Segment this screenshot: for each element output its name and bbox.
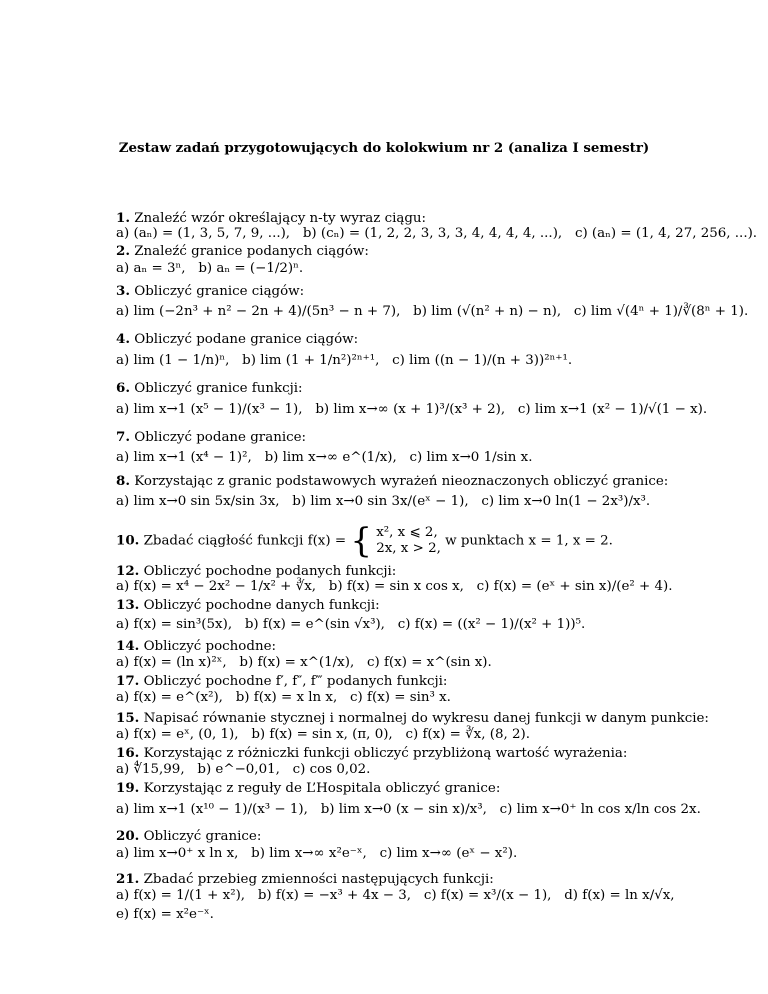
item-b: b) lim x→∞ x²e⁻ˣ, <box>251 846 367 861</box>
item-a: a) f(x) = eˣ, (0, 1), <box>116 727 239 742</box>
item-c: c) cos 0,02. <box>292 762 371 777</box>
item-c: c) f(x) = x^(sin x). <box>367 655 492 670</box>
piecewise-cases <box>376 525 441 557</box>
problem-text: Zbadać ciągłość funkcji f(x) = <box>143 533 347 549</box>
item-c: c) f(x) = sin³ x. <box>350 690 451 705</box>
problem-text: Korzystając z różniczki funkcji obliczyć przybliżoną wartość wyrażenia: <box>143 746 628 761</box>
problem-number: 2. <box>116 243 130 259</box>
problem-19-header <box>116 780 500 797</box>
item-b: b) lim x→0 (x − sin x)/x³, <box>320 802 487 817</box>
problem-3-items <box>116 304 748 320</box>
problem-number: 1. <box>116 210 130 226</box>
problem-14-header <box>116 638 276 655</box>
item-b: b) (cₙ) = (1, 2, 2, 3, 3, 3, 4, 4, 4, 4, ...), <box>302 226 563 241</box>
item-b: b) lim (1 + 1/n²)²ⁿ⁺¹, <box>242 353 380 368</box>
item-b: b) f(x) = sin x cos x, <box>328 579 464 594</box>
problem-2-items <box>116 261 303 277</box>
item-a: a) f(x) = x⁴ − 2x² − 1/x² + ∛x, <box>116 579 317 594</box>
problem-21-items <box>116 888 675 904</box>
problem-21-header <box>116 871 494 888</box>
problem-16-header <box>116 745 627 762</box>
problem-text: Obliczyć granice ciągów: <box>134 284 305 299</box>
problem-14-items <box>116 655 492 671</box>
problem-number: 16. <box>116 745 140 761</box>
problem-6-items <box>116 402 707 418</box>
problem-text: Obliczyć pochodne: <box>143 639 277 654</box>
item-c: c) f(x) = ∛x, (8, 2). <box>405 727 531 742</box>
problem-7-items <box>116 450 532 466</box>
problem-number: 17. <box>116 673 140 689</box>
item-c: c) (aₙ) = (1, 4, 27, 256, ...). <box>574 226 758 241</box>
item-c: c) lim x→∞ (eˣ − x²). <box>379 846 518 861</box>
problem-number: 20. <box>116 828 140 844</box>
item-b: b) aₙ = (−1/2)ⁿ. <box>198 261 304 276</box>
problem-20-header <box>116 828 261 845</box>
problem-text: Obliczyć granice funkcji: <box>134 381 303 396</box>
item-b: b) lim x→0 sin 3x/(eˣ − 1), <box>292 494 469 509</box>
problem-text: Korzystając z granic podstawowych wyrażeń nieoznaczonych obliczyć granice: <box>134 474 669 489</box>
item-a: a) aₙ = 3ⁿ, <box>116 261 186 276</box>
case-1: x², x ⩽ 2, <box>376 525 438 540</box>
item-c: c) f(x) = x³/(x − 1), <box>423 888 552 903</box>
item-a: a) f(x) = (ln x)²ˣ, <box>116 655 227 670</box>
item-a: a) (aₙ) = (1, 3, 5, 7, 9, ...), <box>116 226 291 241</box>
item-b: b) f(x) = x ln x, <box>235 690 338 705</box>
item-c: c) lim x→0 ln(1 − 2x³)/x³. <box>481 494 651 509</box>
problem-number: 10. <box>116 532 140 549</box>
problem-2-header <box>116 243 369 260</box>
problem-text: Obliczyć pochodne f′, f″, f‴ podanych funkcji: <box>143 674 448 689</box>
problem-6-header <box>116 380 303 397</box>
item-a: a) lim (−2n³ + n² − 2n + 4)/(5n³ − n + 7), <box>116 304 401 319</box>
item-c: c) lim ((n − 1)/(n + 3))²ⁿ⁺¹. <box>392 353 573 368</box>
problem-17-items <box>116 690 451 706</box>
problem-number: 7. <box>116 429 130 445</box>
case-2: 2x, x > 2, <box>376 541 441 556</box>
problem-number: 14. <box>116 638 140 654</box>
problem-number: 6. <box>116 380 130 396</box>
item-a: a) lim x→1 (x⁴ − 1)², <box>116 450 252 465</box>
item-b: b) f(x) = −x³ + 4x − 3, <box>257 888 412 903</box>
item-a: a) f(x) = e^(x²), <box>116 690 223 705</box>
item-b: b) lim x→∞ (x + 1)³/(x³ + 2), <box>315 402 506 417</box>
problem-number: 21. <box>116 871 140 887</box>
item-a: a) lim x→0 sin 5x/sin 3x, <box>116 494 280 509</box>
problem-text: Znaleźć wzór określający n-ty wyraz ciągu: <box>134 211 427 226</box>
problem-text: Zbadać przebieg zmienności następujących funkcji: <box>143 872 494 887</box>
problem-13-header <box>116 597 380 614</box>
problem-number: 12. <box>116 563 140 579</box>
problem-12-items <box>116 579 672 595</box>
item-a: a) f(x) = sin³(5x), <box>116 617 233 632</box>
item-b: b) e^−0,01, <box>197 762 280 777</box>
problem-19-items <box>116 802 701 818</box>
problem-number: 15. <box>116 710 140 726</box>
item-a: a) lim x→1 (x⁵ − 1)/(x³ − 1), <box>116 402 303 417</box>
problem-text: Napisać równanie stycznej i normalnej do wykresu danej funkcji w danym punkcie: <box>143 711 709 726</box>
problem-text: Obliczyć pochodne danych funkcji: <box>143 598 380 613</box>
problem-number: 8. <box>116 473 130 489</box>
problem-12-header <box>116 563 396 580</box>
item-a: a) f(x) = 1/(1 + x²), <box>116 888 246 903</box>
problem-13-items <box>116 617 585 633</box>
problem-7-header <box>116 429 306 446</box>
problem-15-header <box>116 710 709 727</box>
item-b: b) f(x) = sin x, (π, 0), <box>251 727 393 742</box>
problem-1-header <box>116 210 426 227</box>
problem-number: 3. <box>116 283 130 299</box>
problem-15-items <box>116 727 530 743</box>
problem-16-items <box>116 762 370 778</box>
left-brace: { <box>350 521 372 561</box>
item-c: c) lim x→0⁺ ln cos x/ln cos 2x. <box>499 802 701 817</box>
item-b: b) f(x) = e^(sin √x³), <box>244 617 385 632</box>
item-d: d) f(x) = ln x/√x, <box>564 888 675 903</box>
problem-1-items <box>116 226 757 242</box>
item-c: c) f(x) = ((x² − 1)/(x² + 1))⁵. <box>397 617 586 632</box>
item-b: b) f(x) = x^(1/x), <box>239 655 355 670</box>
problem-4-header <box>116 331 358 348</box>
problem-text: Obliczyć podane granice ciągów: <box>134 332 359 347</box>
problem-8-header <box>116 473 668 490</box>
item-c: c) lim x→1 (x² − 1)/√(1 − x). <box>517 402 708 417</box>
problem-4-items <box>116 353 572 369</box>
problem-text: Znaleźć granice podanych ciągów: <box>134 244 369 259</box>
problem-text: Obliczyć granice: <box>143 829 262 844</box>
problem-20-items <box>116 846 517 862</box>
problem-8-items <box>116 494 650 510</box>
problem-number: 4. <box>116 331 130 347</box>
problem-number: 13. <box>116 597 140 613</box>
problem-3-header <box>116 283 304 300</box>
item-a: a) lim x→1 (x¹⁰ − 1)/(x³ − 1), <box>116 802 308 817</box>
points-text: w punktach x = 1, x = 2. <box>445 533 613 549</box>
problem-text: Korzystając z reguły de L’Hospitala obliczyć granice: <box>143 781 501 796</box>
item-b: b) lim x→∞ e^(1/x), <box>264 450 397 465</box>
item-b: b) lim (√(n² + n) − n), <box>413 304 562 319</box>
item-a: a) lim (1 − 1/n)ⁿ, <box>116 353 230 368</box>
problem-10 <box>116 521 613 561</box>
item-e: e) f(x) = x²e⁻ˣ. <box>116 907 214 922</box>
document-title: Zestaw zadań przygotowujących do kolokwium nr 2 (analiza I semestr) <box>118 140 650 156</box>
problem-text: Obliczyć podane granice: <box>134 430 307 445</box>
problem-17-header <box>116 673 447 690</box>
item-c: c) lim √(4ⁿ + 1)/∛(8ⁿ + 1). <box>573 304 749 319</box>
problem-21-items-2 <box>116 907 214 923</box>
item-a: a) lim x→0⁺ x ln x, <box>116 846 239 861</box>
problem-text: Obliczyć pochodne podanych funkcji: <box>143 564 397 579</box>
item-c: c) lim x→0 1/sin x. <box>409 450 533 465</box>
item-c: c) f(x) = (eˣ + sin x)/(e² + 4). <box>476 579 673 594</box>
item-a: a) ∜15,99, <box>116 762 185 777</box>
problem-number: 19. <box>116 780 140 796</box>
